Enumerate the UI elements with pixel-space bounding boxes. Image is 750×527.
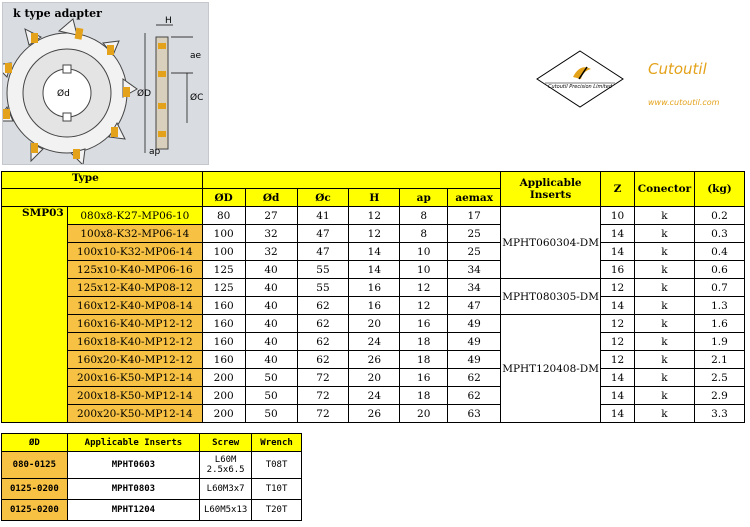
cell-d: 32 bbox=[245, 243, 297, 261]
acc-cell-insert: MPHT1204 bbox=[67, 500, 199, 521]
table-row bbox=[2, 279, 745, 297]
cell-d: 40 bbox=[245, 333, 297, 351]
table-row bbox=[2, 243, 745, 261]
cell-od: 80 bbox=[202, 207, 245, 225]
cell-ae: 62 bbox=[448, 369, 501, 387]
cell-applicable-insert: MPHT120408-DM bbox=[501, 315, 601, 423]
cell-h: 14 bbox=[349, 261, 400, 279]
cell-ap: 18 bbox=[400, 351, 448, 369]
acc-cell-screw bbox=[200, 479, 252, 500]
table-row bbox=[2, 297, 745, 315]
cell-od: 100 bbox=[202, 225, 245, 243]
cell-applicable-insert: MPHT080305-DM bbox=[501, 279, 601, 315]
cell-c: 62 bbox=[297, 333, 349, 351]
acc-cell-od: 0125-0200 bbox=[2, 500, 68, 521]
od-label: ØD bbox=[137, 89, 152, 99]
acc-cell-wrench: T20T bbox=[252, 500, 302, 521]
cell-ap: 12 bbox=[400, 279, 448, 297]
cell-kg: 3.3 bbox=[694, 405, 744, 423]
cell-h: 16 bbox=[349, 297, 400, 315]
header-h: H bbox=[349, 189, 400, 207]
cell-c: 47 bbox=[297, 225, 349, 243]
cell-d: 40 bbox=[245, 279, 297, 297]
screw-line: L60M3x7 bbox=[206, 484, 245, 494]
cell-con: k bbox=[635, 207, 695, 225]
specifications-table bbox=[1, 171, 745, 423]
cell-h: 20 bbox=[349, 369, 400, 387]
cell-od: 160 bbox=[202, 351, 245, 369]
acc-header-od: ØD bbox=[2, 434, 68, 452]
cell-type: 160x18-K40-MP12-12 bbox=[67, 333, 202, 351]
cell-kg: 0.7 bbox=[694, 279, 744, 297]
cell-ae: 25 bbox=[448, 225, 501, 243]
cell-kg: 0.3 bbox=[694, 225, 744, 243]
cell-z: 12 bbox=[601, 315, 635, 333]
cell-z: 14 bbox=[601, 387, 635, 405]
cell-con: k bbox=[635, 279, 695, 297]
acc-cell-insert: MPHT0603 bbox=[67, 452, 199, 479]
cell-z: 12 bbox=[601, 279, 635, 297]
brand-name: Cutoutil bbox=[648, 60, 707, 78]
ae-label: ae bbox=[190, 51, 202, 61]
small-od-label: Ød bbox=[57, 89, 70, 99]
table-row bbox=[2, 207, 745, 225]
cell-type: 100x10-K32-MP06-14 bbox=[67, 243, 202, 261]
cell-type: 200x16-K50-MP12-14 bbox=[67, 369, 202, 387]
accessory-row bbox=[2, 500, 302, 521]
acc-cell-od: 0125-0200 bbox=[2, 479, 68, 500]
cell-c: 62 bbox=[297, 297, 349, 315]
cell-c: 55 bbox=[297, 279, 349, 297]
accessories-table bbox=[1, 433, 302, 521]
table-row bbox=[2, 369, 745, 387]
cell-d: 32 bbox=[245, 225, 297, 243]
cell-ae: 49 bbox=[448, 351, 501, 369]
cell-con: k bbox=[635, 369, 695, 387]
acc-header-wrench: Wrench bbox=[252, 434, 302, 452]
diagram-title: k type adapter bbox=[13, 7, 102, 20]
cell-ap: 18 bbox=[400, 387, 448, 405]
acc-cell-insert: MPHT0803 bbox=[67, 479, 199, 500]
cell-h: 16 bbox=[349, 279, 400, 297]
screw-line: 2.5x6.5 bbox=[206, 465, 245, 475]
cell-h: 26 bbox=[349, 351, 400, 369]
acc-cell-wrench: T10T bbox=[252, 479, 302, 500]
oc-label: ØC bbox=[190, 93, 204, 103]
cell-kg: 2.1 bbox=[694, 351, 744, 369]
cell-ae: 25 bbox=[448, 243, 501, 261]
cell-z: 16 bbox=[601, 261, 635, 279]
cell-type: 200x18-K50-MP12-14 bbox=[67, 387, 202, 405]
table-row bbox=[2, 225, 745, 243]
header-oc: Øc bbox=[297, 189, 349, 207]
cell-d: 40 bbox=[245, 351, 297, 369]
cell-z: 14 bbox=[601, 405, 635, 423]
screw-line: L60M bbox=[214, 455, 237, 465]
cell-type: 200x20-K50-MP12-14 bbox=[67, 405, 202, 423]
cell-con: k bbox=[635, 333, 695, 351]
cell-c: 62 bbox=[297, 351, 349, 369]
table-row bbox=[2, 351, 745, 369]
cell-kg: 0.6 bbox=[694, 261, 744, 279]
h-label: H bbox=[165, 16, 172, 26]
cell-d: 40 bbox=[245, 261, 297, 279]
cell-d: 27 bbox=[245, 207, 297, 225]
cell-kg: 0.2 bbox=[694, 207, 744, 225]
cell-od: 200 bbox=[202, 405, 245, 423]
cell-d: 40 bbox=[245, 297, 297, 315]
table-row bbox=[2, 387, 745, 405]
cell-d: 40 bbox=[245, 315, 297, 333]
header-applicable-inserts: Applicable Inserts bbox=[501, 172, 601, 207]
cell-od: 160 bbox=[202, 333, 245, 351]
cell-kg: 0.4 bbox=[694, 243, 744, 261]
cell-z: 12 bbox=[601, 333, 635, 351]
table-row bbox=[2, 315, 745, 333]
cell-h: 20 bbox=[349, 315, 400, 333]
cell-c: 72 bbox=[297, 369, 349, 387]
cell-con: k bbox=[635, 297, 695, 315]
acc-header-inserts: Applicable Inserts bbox=[67, 434, 199, 452]
cell-type: 100x8-K32-MP06-14 bbox=[67, 225, 202, 243]
cell-ap: 18 bbox=[400, 333, 448, 351]
cell-ae: 17 bbox=[448, 207, 501, 225]
cell-ae: 47 bbox=[448, 297, 501, 315]
acc-cell-screw bbox=[200, 500, 252, 521]
cell-c: 41 bbox=[297, 207, 349, 225]
cell-c: 62 bbox=[297, 315, 349, 333]
cell-ap: 20 bbox=[400, 405, 448, 423]
header-kg: (kg) bbox=[694, 172, 744, 207]
cell-z: 12 bbox=[601, 351, 635, 369]
cell-h: 14 bbox=[349, 243, 400, 261]
acc-cell-wrench: T08T bbox=[252, 452, 302, 479]
cell-d: 50 bbox=[245, 405, 297, 423]
cell-type: 125x12-K40-MP08-12 bbox=[67, 279, 202, 297]
acc-cell-screw bbox=[200, 452, 252, 479]
cell-con: k bbox=[635, 243, 695, 261]
acc-header-screw: Screw bbox=[200, 434, 252, 452]
cell-od: 125 bbox=[202, 279, 245, 297]
accessory-row bbox=[2, 479, 302, 500]
cell-c: 72 bbox=[297, 405, 349, 423]
cell-con: k bbox=[635, 351, 695, 369]
cell-ap: 8 bbox=[400, 225, 448, 243]
cell-kg: 1.6 bbox=[694, 315, 744, 333]
accessory-row bbox=[2, 452, 302, 479]
header-conector: Conector bbox=[635, 172, 695, 207]
cell-ae: 34 bbox=[448, 261, 501, 279]
cell-h: 24 bbox=[349, 387, 400, 405]
cell-d: 50 bbox=[245, 369, 297, 387]
cell-c: 47 bbox=[297, 243, 349, 261]
cell-od: 200 bbox=[202, 387, 245, 405]
cell-ae: 62 bbox=[448, 387, 501, 405]
cell-ae: 63 bbox=[448, 405, 501, 423]
table-row bbox=[2, 405, 745, 423]
cell-c: 55 bbox=[297, 261, 349, 279]
cell-con: k bbox=[635, 261, 695, 279]
cell-z: 14 bbox=[601, 369, 635, 387]
table-row bbox=[2, 261, 745, 279]
header-ap: ap bbox=[400, 189, 448, 207]
screw-line: L60M5x13 bbox=[203, 505, 248, 515]
cell-ae: 49 bbox=[448, 333, 501, 351]
cell-ap: 12 bbox=[400, 297, 448, 315]
cell-applicable-insert: MPHT060304-DM bbox=[501, 207, 601, 279]
cell-type: 160x16-K40-MP12-12 bbox=[67, 315, 202, 333]
company-logo bbox=[535, 49, 625, 109]
header-z: Z bbox=[601, 172, 635, 207]
cell-z: 14 bbox=[601, 297, 635, 315]
cutter-drawing bbox=[3, 3, 208, 164]
cell-od: 160 bbox=[202, 315, 245, 333]
cell-con: k bbox=[635, 405, 695, 423]
cell-kg: 1.9 bbox=[694, 333, 744, 351]
cutter-diagram bbox=[2, 2, 209, 165]
cell-c: 72 bbox=[297, 387, 349, 405]
cell-z: 14 bbox=[601, 243, 635, 261]
logo-company-name: Cutoutil Precision Limited bbox=[548, 84, 612, 90]
cell-od: 100 bbox=[202, 243, 245, 261]
cell-con: k bbox=[635, 315, 695, 333]
cell-h: 12 bbox=[349, 207, 400, 225]
cell-h: 12 bbox=[349, 225, 400, 243]
cell-type: 160x12-K40-MP08-14 bbox=[67, 297, 202, 315]
cell-kg: 1.3 bbox=[694, 297, 744, 315]
cell-type: 125x10-K40-MP06-16 bbox=[67, 261, 202, 279]
cell-type: 160x20-K40-MP12-12 bbox=[67, 351, 202, 369]
header-small-d: Ød bbox=[245, 189, 297, 207]
cell-h: 26 bbox=[349, 405, 400, 423]
ap-label: ap bbox=[149, 147, 161, 157]
cell-kg: 2.9 bbox=[694, 387, 744, 405]
header-type: Type bbox=[2, 172, 203, 189]
website-link[interactable]: www.cutoutil.com bbox=[648, 98, 720, 107]
header-od: ØD bbox=[202, 189, 245, 207]
cell-z: 14 bbox=[601, 225, 635, 243]
cell-od: 200 bbox=[202, 369, 245, 387]
cell-type: 080x8-K27-MP06-10 bbox=[67, 207, 202, 225]
cell-ap: 16 bbox=[400, 315, 448, 333]
header-aemax: aemax bbox=[448, 189, 501, 207]
cell-ae: 34 bbox=[448, 279, 501, 297]
cell-ap: 8 bbox=[400, 207, 448, 225]
cell-d: 50 bbox=[245, 387, 297, 405]
cell-z: 10 bbox=[601, 207, 635, 225]
cell-kg: 2.5 bbox=[694, 369, 744, 387]
cell-od: 160 bbox=[202, 297, 245, 315]
cell-ap: 10 bbox=[400, 261, 448, 279]
cell-ae: 49 bbox=[448, 315, 501, 333]
cell-con: k bbox=[635, 387, 695, 405]
cell-ap: 10 bbox=[400, 243, 448, 261]
cell-ap: 16 bbox=[400, 369, 448, 387]
cell-od: 125 bbox=[202, 261, 245, 279]
acc-cell-od: 080-0125 bbox=[2, 452, 68, 479]
table-row bbox=[2, 333, 745, 351]
cell-h: 24 bbox=[349, 333, 400, 351]
cell-con: k bbox=[635, 225, 695, 243]
series-name: SMP03 bbox=[2, 207, 68, 423]
